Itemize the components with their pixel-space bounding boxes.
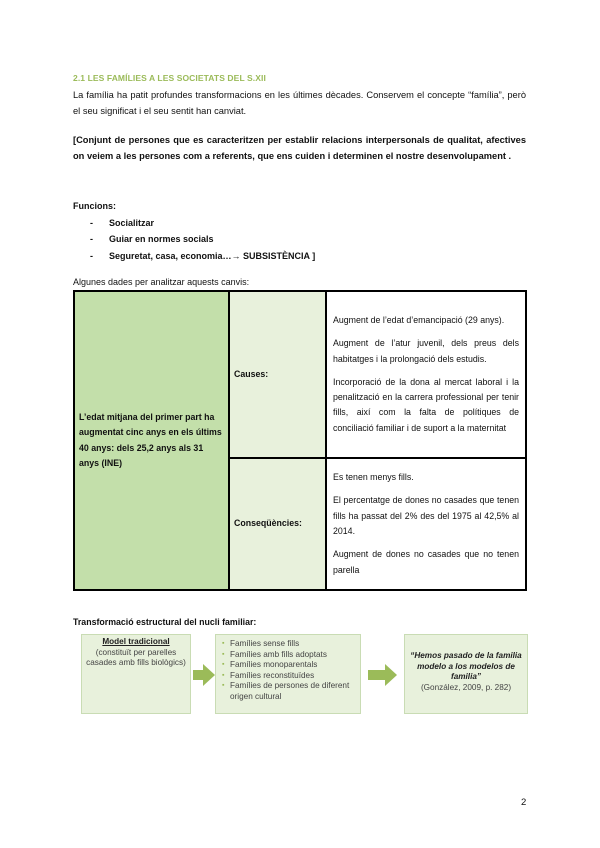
family-type-item: ▪ Famílies de persones de diferent origen cultural	[222, 681, 360, 702]
list-item: - Guiar en normes socials	[90, 234, 214, 244]
quote-text: “Hemos pasado de la familia modelo a los modelos de familia”	[410, 651, 522, 681]
definition-paragraph: [Conjunt de persones que es caracteritzen per establir relacions interpersonals de qualitat, afectives on veiem a les persones com a referents, que ens cuiden i determinen el nostre desenvolupament .	[73, 135, 526, 161]
traditional-model-title: Model tradicional	[102, 637, 170, 646]
family-type-item: ▪ Famílies monoparentals	[222, 660, 360, 671]
table-row	[74, 291, 526, 458]
table-main-fact: L’edat mitjana del primer part ha augmentat cinc anys en els últims 40 anys: dels 25,2 anys als 31 anys (INE)	[74, 291, 229, 590]
consequences-label: Conseqüències:	[229, 458, 326, 590]
list-item-text: Guiar en normes socials	[109, 234, 214, 244]
family-type-item: ▪ Famílies amb fills adoptats	[222, 650, 360, 661]
cause-item: Incorporació de la dona al mercat laboral i la penalització en la carrera professional per tenir fills, així com la falta de polítiques de conciliació familiar i de suport a la maternitat	[333, 376, 519, 433]
list-item: - Seguretat, casa, economia…→ SUBSISTÈNCIA ]	[90, 250, 316, 261]
section-heading: 2.1 LES FAMÍLIES A LES SOCIETATS DEL S.XII	[73, 73, 266, 83]
intro-paragraph: La família ha patit profundes transformacions en les últimes dècades. Conservem el concepte “família”, però el seu significat i el seu sentit han canviat.	[73, 90, 526, 116]
data-intro: Algunes dades per analitzar aquests canvis:	[73, 277, 250, 287]
page-number: 2	[521, 797, 527, 808]
family-type-item: ▪ Famílies reconstituïdes	[222, 671, 360, 682]
list-item-text: Socialitzar	[109, 217, 155, 228]
consequence-item: El percentatge de dones no casades que tenen fills ha passat del 2% des del 1975 al 42,5% al 2014.	[333, 495, 519, 536]
causes-cell	[326, 291, 526, 458]
family-type-item: ▪ Famílies sense fills	[222, 639, 360, 650]
consequence-item: Augment de dones no casades que no tenen parella	[333, 549, 519, 575]
traditional-model-box	[81, 634, 191, 714]
list-item-text: Seguretat, casa, economia…→ SUBSISTÈNCIA ]	[109, 250, 316, 261]
consequences-cell	[326, 458, 526, 590]
list-item: - Socialitzar	[90, 217, 155, 228]
data-table	[73, 290, 527, 591]
cause-item: Augment de l’atur juvenil, dels preus dels habitatges i la prolongació dels estudis.	[333, 338, 519, 364]
cause-item: Augment de l’edat d’emancipació (29 anys).	[333, 314, 505, 325]
quote-citation: (González, 2009, p. 282)	[420, 682, 512, 692]
causes-label: Causes:	[229, 291, 326, 458]
quote-box	[404, 634, 528, 714]
transformation-title: Transformació estructural del nucli familiar:	[73, 617, 257, 627]
traditional-model-text: (constituït per parelles casades amb fills biològics)	[86, 647, 186, 667]
functions-title: Funcions:	[73, 201, 116, 211]
functions-list	[73, 198, 315, 264]
consequence-item: Es tenen menys fills.	[333, 472, 414, 483]
family-types-box	[215, 634, 361, 714]
